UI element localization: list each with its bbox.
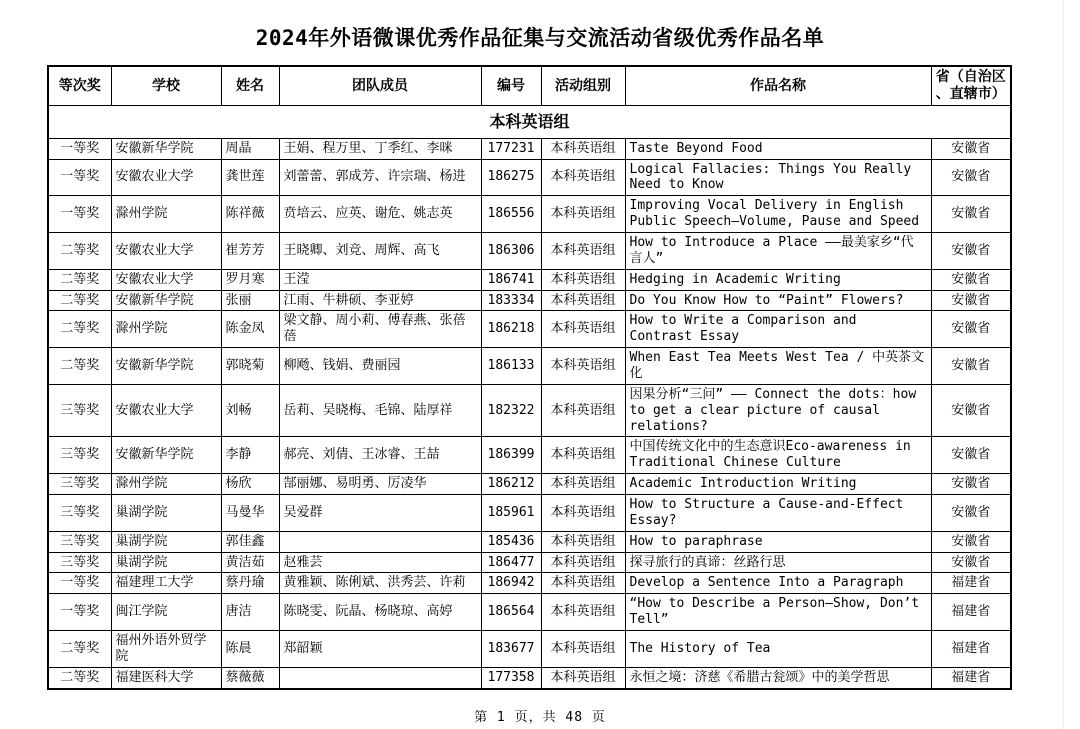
cell-province: 安徽省 (931, 290, 1011, 311)
cell-team: 江雨、牛耕硕、李亚婷 (279, 290, 481, 311)
column-header-code: 编号 (481, 66, 541, 106)
section-row (48, 106, 1011, 139)
table-row (48, 384, 1011, 437)
cell-school: 福州外语外贸学院 (111, 631, 221, 668)
cell-group: 本科英语组 (541, 196, 625, 233)
cell-award: 二等奖 (48, 311, 111, 348)
table-row (48, 196, 1011, 233)
cell-code: 186218 (481, 311, 541, 348)
cell-team: 郜丽娜、易明勇、厉凌华 (279, 474, 481, 495)
cell-province: 福建省 (931, 667, 1011, 688)
cell-team: 陈晓雯、阮晶、杨晓琼、高婷 (279, 594, 481, 631)
cell-work: How to Write a Comparison and Contrast Essay (625, 311, 931, 348)
cell-school: 巢湖学院 (111, 531, 221, 552)
cell-work: 因果分析“三问” —— Connect the dots：how to get a clear picture of causal relations? (625, 384, 931, 437)
cell-name: 周晶 (221, 138, 279, 159)
cell-school: 福建理工大学 (111, 573, 221, 594)
cell-province: 安徽省 (931, 474, 1011, 495)
cell-school: 闽江学院 (111, 594, 221, 631)
cell-work: Improving Vocal Delivery in English Public Speech—Volume, Pause and Speed (625, 196, 931, 233)
cell-work: How to Structure a Cause-and-Effect Essay? (625, 495, 931, 532)
cell-code: 183677 (481, 631, 541, 668)
column-header-team: 团队成员 (279, 66, 481, 106)
cell-code: 185436 (481, 531, 541, 552)
cell-team: 吴爱群 (279, 495, 481, 532)
cell-province: 安徽省 (931, 384, 1011, 437)
cell-group: 本科英语组 (541, 667, 625, 688)
cell-name: 陈晨 (221, 631, 279, 668)
cell-province: 安徽省 (931, 495, 1011, 532)
cell-school: 安徽新华学院 (111, 437, 221, 474)
cell-award: 二等奖 (48, 269, 111, 290)
cell-code: 186399 (481, 437, 541, 474)
cell-code: 185961 (481, 495, 541, 532)
table-body (48, 106, 1011, 689)
table-row (48, 552, 1011, 573)
table-row (48, 290, 1011, 311)
cell-name: 崔芳芳 (221, 232, 279, 269)
cell-award: 三等奖 (48, 474, 111, 495)
cell-work: Hedging in Academic Writing (625, 269, 931, 290)
cell-team: 赵雅芸 (279, 552, 481, 573)
cell-province: 福建省 (931, 631, 1011, 668)
cell-code: 182322 (481, 384, 541, 437)
cell-team: 柳飏、钱娟、费丽园 (279, 348, 481, 385)
table-row (48, 437, 1011, 474)
cell-province: 安徽省 (931, 311, 1011, 348)
cell-group: 本科英语组 (541, 437, 625, 474)
cell-school: 巢湖学院 (111, 552, 221, 573)
cell-award: 一等奖 (48, 196, 111, 233)
cell-code: 186212 (481, 474, 541, 495)
cell-award: 二等奖 (48, 232, 111, 269)
column-header-province: 省（自治区、直辖市） (931, 66, 1011, 106)
cell-province: 安徽省 (931, 531, 1011, 552)
cell-work: The History of Tea (625, 631, 931, 668)
cell-team: 王滢 (279, 269, 481, 290)
cell-school: 滁州学院 (111, 196, 221, 233)
cell-code: 186564 (481, 594, 541, 631)
table-row (48, 531, 1011, 552)
header-row (48, 66, 1011, 106)
cell-school: 安徽农业大学 (111, 269, 221, 290)
cell-work: 永恒之境：济慈《希腊古瓮颂》中的美学哲思 (625, 667, 931, 688)
cell-award: 一等奖 (48, 138, 111, 159)
cell-team (279, 531, 481, 552)
column-header-work: 作品名称 (625, 66, 931, 106)
cell-team: 刘蕾蕾、郭成芳、许宗瑞、杨进 (279, 159, 481, 196)
cell-code: 183334 (481, 290, 541, 311)
cell-province: 安徽省 (931, 138, 1011, 159)
cell-work: Do You Know How to “Paint” Flowers? (625, 290, 931, 311)
cell-name: 陈金凤 (221, 311, 279, 348)
cell-name: 郭晓菊 (221, 348, 279, 385)
cell-province: 安徽省 (931, 437, 1011, 474)
cell-name: 杨欣 (221, 474, 279, 495)
page-title: 2024年外语微课优秀作品征集与交流活动省级优秀作品名单 (255, 26, 825, 50)
cell-school: 巢湖学院 (111, 495, 221, 532)
page-number-footer: 第 1 页，共 48 页 (474, 709, 606, 725)
cell-province: 福建省 (931, 594, 1011, 631)
cell-work: How to paraphrase (625, 531, 931, 552)
cell-name: 李静 (221, 437, 279, 474)
cell-code: 186741 (481, 269, 541, 290)
cell-name: 罗月寒 (221, 269, 279, 290)
cell-school: 滁州学院 (111, 474, 221, 495)
cell-team: 郝亮、刘倩、王冰睿、王喆 (279, 437, 481, 474)
cell-group: 本科英语组 (541, 631, 625, 668)
cell-code: 186556 (481, 196, 541, 233)
cell-code: 186306 (481, 232, 541, 269)
cell-group: 本科英语组 (541, 573, 625, 594)
cell-province: 安徽省 (931, 159, 1011, 196)
award-list-table (47, 65, 1012, 690)
cell-work: Taste Beyond Food (625, 138, 931, 159)
cell-group: 本科英语组 (541, 138, 625, 159)
cell-code: 186477 (481, 552, 541, 573)
cell-team: 梁文静、周小莉、傅春燕、张蓓蓓 (279, 311, 481, 348)
cell-name: 蔡丹瑜 (221, 573, 279, 594)
cell-team: 王晓卿、刘竞、周辉、高飞 (279, 232, 481, 269)
cell-work: When East Tea Meets West Tea / 中英茶文化 (625, 348, 931, 385)
cell-province: 安徽省 (931, 269, 1011, 290)
cell-code: 186942 (481, 573, 541, 594)
cell-school: 安徽新华学院 (111, 138, 221, 159)
cell-code: 177231 (481, 138, 541, 159)
cell-award: 一等奖 (48, 594, 111, 631)
cell-award: 三等奖 (48, 495, 111, 532)
cell-work: How to Introduce a Place ——最美家乡“代言人” (625, 232, 931, 269)
cell-team: 岳莉、吴晓梅、毛锦、陆厚祥 (279, 384, 481, 437)
table-row (48, 573, 1011, 594)
cell-school: 安徽农业大学 (111, 159, 221, 196)
cell-school: 安徽农业大学 (111, 384, 221, 437)
cell-school: 安徽农业大学 (111, 232, 221, 269)
cell-award: 二等奖 (48, 348, 111, 385)
cell-group: 本科英语组 (541, 290, 625, 311)
column-header-school: 学校 (111, 66, 221, 106)
cell-province: 安徽省 (931, 196, 1011, 233)
table-row (48, 348, 1011, 385)
table-row (48, 311, 1011, 348)
cell-province: 安徽省 (931, 552, 1011, 573)
cell-school: 滁州学院 (111, 311, 221, 348)
cell-team: 黄雅颖、陈俐斌、洪秀芸、许莉 (279, 573, 481, 594)
cell-award: 一等奖 (48, 159, 111, 196)
cell-group: 本科英语组 (541, 495, 625, 532)
cell-province: 安徽省 (931, 232, 1011, 269)
cell-group: 本科英语组 (541, 384, 625, 437)
table-row (48, 269, 1011, 290)
table-header (48, 66, 1011, 106)
cell-name: 陈祥薇 (221, 196, 279, 233)
page-edge-line (1063, 0, 1064, 729)
cell-team (279, 667, 481, 688)
cell-school: 福建医科大学 (111, 667, 221, 688)
cell-name: 郭佳鑫 (221, 531, 279, 552)
cell-group: 本科英语组 (541, 232, 625, 269)
table-row (48, 495, 1011, 532)
cell-work: Develop a Sentence Into a Paragraph (625, 573, 931, 594)
cell-work: Logical Fallacies: Things You Really Need to Know (625, 159, 931, 196)
cell-award: 二等奖 (48, 667, 111, 688)
cell-code: 186133 (481, 348, 541, 385)
table-row (48, 474, 1011, 495)
table-row (48, 232, 1011, 269)
table-row (48, 631, 1011, 668)
cell-group: 本科英语组 (541, 159, 625, 196)
column-header-award: 等次奖 (48, 66, 111, 106)
cell-school: 安徽新华学院 (111, 348, 221, 385)
column-header-name: 姓名 (221, 66, 279, 106)
section-title: 本科英语组 (48, 106, 1011, 139)
table-row (48, 138, 1011, 159)
cell-group: 本科英语组 (541, 474, 625, 495)
cell-work: 探寻旅行的真谛：丝路行思 (625, 552, 931, 573)
cell-group: 本科英语组 (541, 311, 625, 348)
cell-award: 二等奖 (48, 631, 111, 668)
cell-group: 本科英语组 (541, 531, 625, 552)
cell-code: 177358 (481, 667, 541, 688)
table-row (48, 159, 1011, 196)
cell-award: 二等奖 (48, 290, 111, 311)
cell-work: 中国传统文化中的生态意识Eco-awareness in Traditional Chinese Culture (625, 437, 931, 474)
cell-school: 安徽新华学院 (111, 290, 221, 311)
cell-name: 张丽 (221, 290, 279, 311)
cell-award: 一等奖 (48, 573, 111, 594)
cell-name: 刘畅 (221, 384, 279, 437)
cell-award: 三等奖 (48, 531, 111, 552)
cell-award: 三等奖 (48, 552, 111, 573)
cell-team: 贲培云、应英、谢危、姚志英 (279, 196, 481, 233)
cell-province: 福建省 (931, 573, 1011, 594)
cell-group: 本科英语组 (541, 552, 625, 573)
cell-group: 本科英语组 (541, 348, 625, 385)
cell-group: 本科英语组 (541, 594, 625, 631)
cell-name: 马曼华 (221, 495, 279, 532)
cell-team: 郑韶颖 (279, 631, 481, 668)
cell-award: 三等奖 (48, 384, 111, 437)
cell-name: 唐洁 (221, 594, 279, 631)
cell-group: 本科英语组 (541, 269, 625, 290)
table-row (48, 667, 1011, 688)
cell-work: Academic Introduction Writing (625, 474, 931, 495)
column-header-group: 活动组别 (541, 66, 625, 106)
table-row (48, 594, 1011, 631)
cell-work: “How to Describe a Person—Show, Don’t Tell” (625, 594, 931, 631)
cell-team: 王娟、程万里、丁季红、李咪 (279, 138, 481, 159)
cell-province: 安徽省 (931, 348, 1011, 385)
cell-award: 三等奖 (48, 437, 111, 474)
cell-name: 龚世莲 (221, 159, 279, 196)
cell-name: 黄洁茹 (221, 552, 279, 573)
cell-code: 186275 (481, 159, 541, 196)
cell-name: 蔡薇薇 (221, 667, 279, 688)
